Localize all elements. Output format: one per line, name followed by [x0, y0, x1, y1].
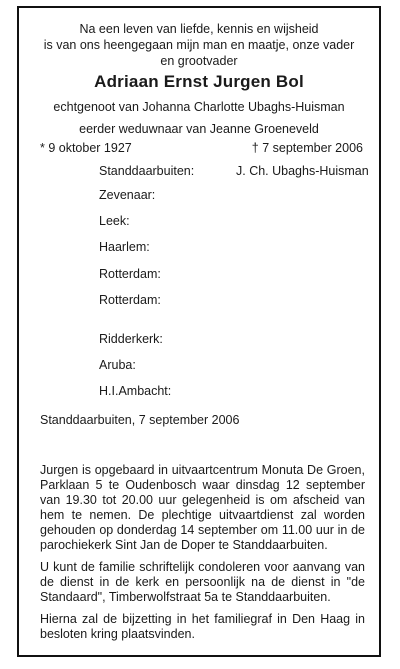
relative-place: Standdaarbuiten: — [99, 164, 195, 178]
relative-name: J. Ch. Ubaghs-Huisman — [236, 164, 369, 178]
intro-text — [19, 21, 379, 69]
widower-line: eerder weduwnaar van Jeanne Groeneveld — [79, 122, 319, 136]
intro-line: en grootvader — [160, 54, 238, 68]
birth-date: * 9 oktober 1927 — [40, 141, 132, 155]
place-date-signoff: Standdaarbuiten, 7 september 2006 — [40, 413, 240, 427]
death-notice-card — [17, 6, 381, 657]
relative-place: H.I.Ambacht: — [99, 384, 172, 398]
relative-place: Ridderkerk: — [99, 332, 163, 346]
paragraph-viewing: Jurgen is opgebaard in uitvaartcentrum Monuta De Groen, Parklaan 5 te Oudenbosch waar dinsdag 12 september van 19.30 tot 20.00 uur gelegenheid is om afscheid van hem te nemen. De plechtige uitvaartdienst zal worden gehouden op donderdag 14 september om 11.00 uur in de parochiekerk Sint Jan de Doper te Standdaarbuiten. — [40, 463, 365, 552]
relative-place: Rotterdam: — [99, 293, 161, 307]
death-date: † 7 september 2006 — [251, 141, 363, 155]
relative-place: Zevenaar: — [99, 188, 156, 202]
paragraph-burial: Hierna zal de bijzetting in het familiegraf in Den Haag in besloten kring plaatsvinden. — [40, 612, 365, 641]
paragraph-condolences: U kunt de familie schriftelijk condoleren voor aanvang van de dienst in de kerk en persoonlijk na de dienst in "de Standaard", Timberwolfstraat 5a te Standdaarbuiten. — [40, 560, 365, 604]
intro-line: Na een leven van liefde, kennis en wijsheid — [79, 22, 319, 36]
spouse-line: echtgenoot van Johanna Charlotte Ubaghs-Huisman — [53, 100, 345, 114]
deceased-name: Adriaan Ernst Jurgen Bol — [94, 72, 304, 91]
relative-place: Haarlem: — [99, 240, 150, 254]
relative-place: Rotterdam: — [99, 267, 161, 281]
relative-place: Aruba: — [99, 358, 136, 372]
intro-line: is van ons heengegaan mijn man en maatje, onze vader — [43, 38, 355, 52]
relative-place: Leek: — [99, 214, 130, 228]
